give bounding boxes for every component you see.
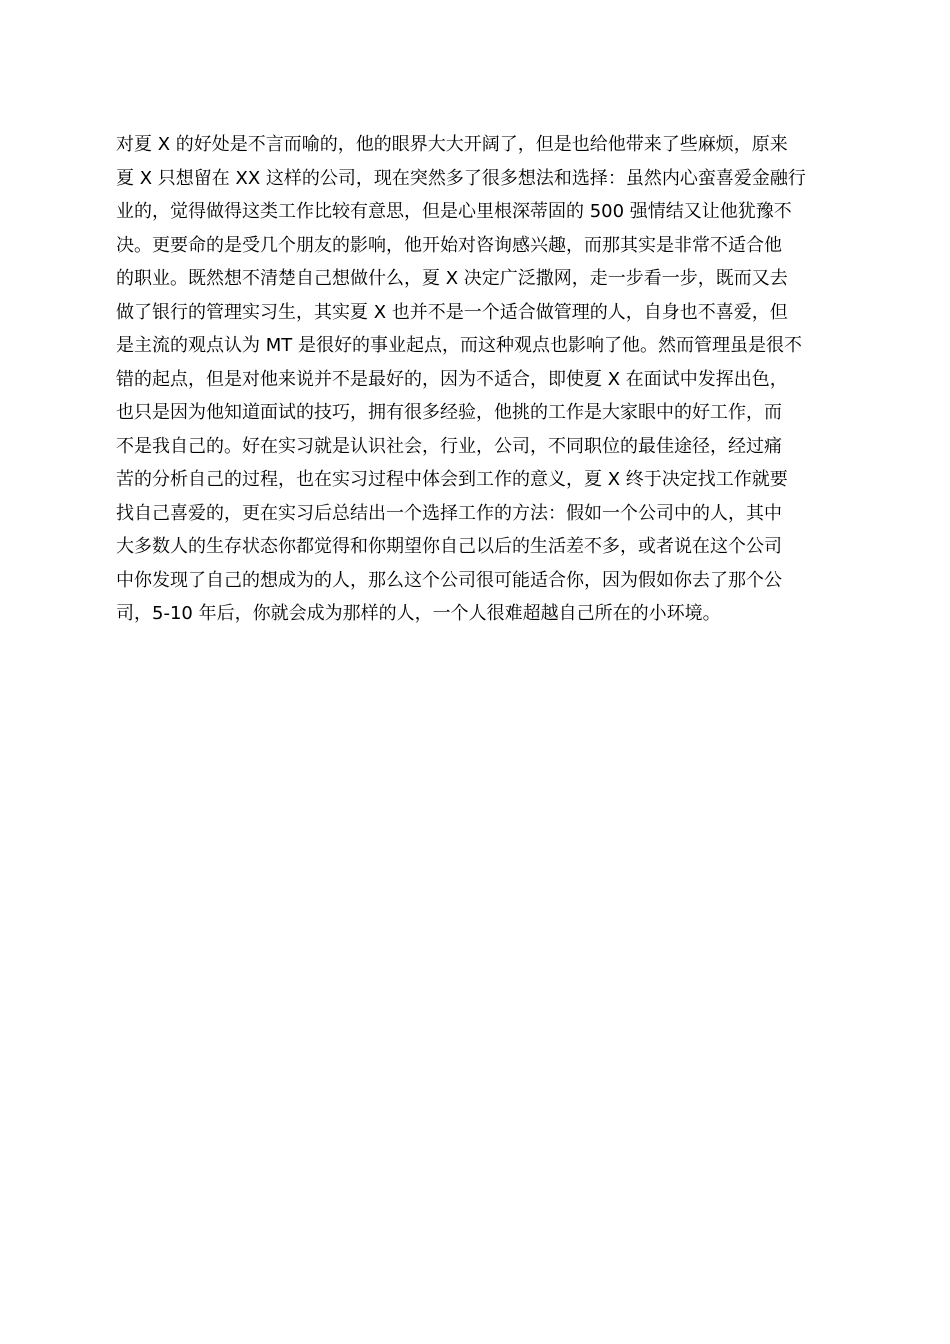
paragraph-line-14: 中你发现了自己的想成为的人，那么这个公司很可能适合你，因为假如你去了那个公 xyxy=(116,569,782,591)
paragraph-line-12: 找自己喜爱的，更在实习后总结出一个选择工作的方法：假如一个公司中的人，其中 xyxy=(116,502,782,524)
paragraph-line-13: 大多数人的生存状态你都觉得和你期望你自己以后的生活差不多，或者说在这个公司 xyxy=(116,536,782,557)
paragraph-line-3: 业的，觉得做得这类工作比较有意思，但是心里根深蒂固的 500 强情结又让他犹豫不 xyxy=(116,201,792,222)
paragraph-line-9: 也只是因为他知道面试的技巧，拥有很多经验，他挑的工作是大家眼中的好工作，而 xyxy=(116,402,782,423)
paragraph-line-2: 夏 X 只想留在 XX 这样的公司，现在突然多了很多想法和选择：虽然内心蛮喜爱金融行 xyxy=(116,167,806,189)
paragraph-line-10: 不是我自己的。好在实习就是认识社会，行业，公司，不同职位的最佳途径，经过痛 xyxy=(116,435,782,457)
paragraph-line-7: 是主流的观点认为 MT 是很好的事业起点，而这种观点也影响了他。然而管理虽是很不 xyxy=(116,335,802,356)
paragraph-line-8: 错的起点，但是对他来说并不是最好的，因为不适合，即使夏 X 在面试中发挥出色， xyxy=(116,368,788,390)
paragraph-line-5: 的职业。既然想不清楚自己想做什么，夏 X 决定广泛撒网，走一步看一步，既而又去 xyxy=(116,268,788,289)
paragraph-line-4: 决。更要命的是受几个朋友的影响，他开始对咨询感兴趣，而那其实是非常不适合他 xyxy=(116,234,782,256)
paragraph-line-6: 做了银行的管理实习生，其实夏 X 也并不是一个适合做管理的人，自身也不喜爱，但 xyxy=(116,301,788,323)
body-paragraph xyxy=(116,128,844,631)
paragraph-line-11: 苦的分析自己的过程，也在实习过程中体会到工作的意义，夏 X 终于决定找工作就要 xyxy=(116,469,788,490)
paragraph-line-15: 司，5-10 年后，你就会成为那样的人，一个人很难超越自己所在的小环境。 xyxy=(116,603,721,624)
paragraph-line-1: 对夏 X 的好处是不言而喻的，他的眼界大大开阔了，但是也给他带来了些麻烦，原来 xyxy=(116,134,788,155)
